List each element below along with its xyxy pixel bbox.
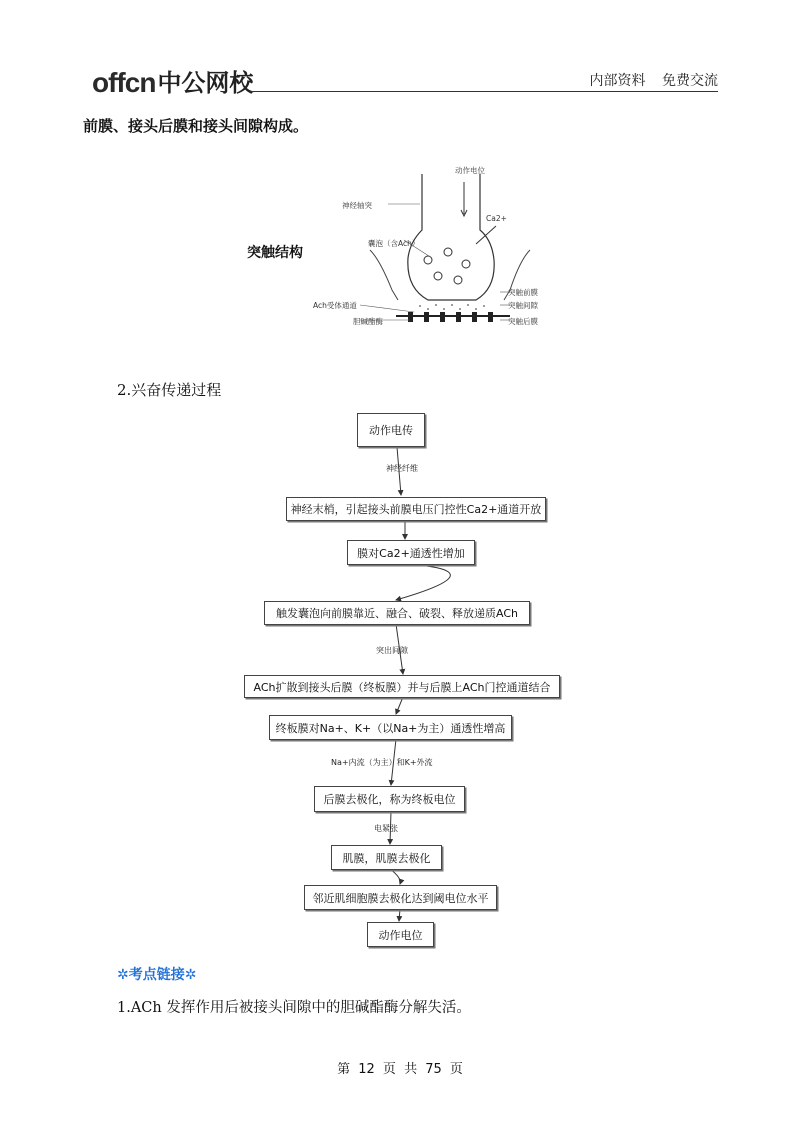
logo-chinese: 中公网校: [157, 69, 254, 97]
flow-label-synaptic-cleft: 突出间隙: [376, 646, 408, 655]
page-footer: 第 12 页 共 75 页: [337, 1062, 463, 1077]
flow-box-sarcolemma-depolarize: 肌膜，肌膜去极化: [331, 845, 442, 870]
asterisk-icon: ✲: [117, 967, 129, 983]
label-receptor: Ach受体通道: [313, 301, 357, 310]
label-nerve-terminal: 神经轴突: [342, 201, 372, 210]
flow-box-action-potential-transmission: 动作电传: [357, 413, 425, 447]
header-tagline: 内部资料 免费交流: [589, 73, 718, 89]
flow-box-endplate-potential: 后膜去极化，称为终板电位: [314, 786, 465, 812]
flow-box-ach-binding: ACh扩散到接头后膜（终板膜）并与后膜上ACh门控通道结合: [244, 675, 560, 698]
flow-box-vesicle-release: 触发囊泡向前膜靠近、融合、破裂、释放递质ACh: [264, 601, 530, 625]
label-post-membrane: 突触后膜: [508, 317, 538, 326]
flow-label-nerve-fiber: 神经纤维: [386, 464, 418, 473]
flow-label-ion-flow: Na+内流（为主）和K+外流: [331, 758, 433, 767]
flow-box-na-k-permeability: 终板膜对Na+、K+（以Na+为主）通透性增高: [269, 715, 512, 740]
label-pre-membrane: 突触前膜: [508, 288, 538, 297]
exam-point-heading: [117, 964, 196, 984]
synapse-figure-title: 突触结构: [247, 245, 303, 261]
label-vesicle: 囊泡（含Ach）: [368, 239, 420, 248]
label-cholinesterase: 胆碱酯酶: [353, 317, 383, 326]
flow-box-ca-permeability: 膜对Ca2+通透性增加: [347, 540, 475, 565]
flow-box-threshold: 邻近肌细胞膜去极化达到阈电位水平: [304, 885, 497, 910]
asterisk-icon: ✲: [184, 967, 197, 983]
label-cleft: 突触间隙: [508, 301, 538, 310]
label-action-potential: 动作电位: [455, 166, 485, 175]
flow-label-electrotonic: 电紧张: [374, 824, 398, 833]
exam-point-item-1: 1.ACh 发挥作用后被接头间隙中的胆碱酯酶分解失活。: [117, 1000, 471, 1016]
label-calcium: Ca2+: [486, 214, 507, 223]
flow-box-action-potential: 动作电位: [367, 922, 434, 947]
logo-latin: offcn: [92, 67, 156, 98]
flow-box-ca-channel-open: 神经末梢，引起接头前膜电压门控性Ca2+通道开放: [286, 497, 546, 521]
exam-point-title: 考点链接: [128, 967, 185, 983]
section-2-title: 2.兴奋传递过程: [117, 381, 222, 399]
intro-text: 前膜、接头后膜和接头间隙构成。: [83, 117, 309, 135]
